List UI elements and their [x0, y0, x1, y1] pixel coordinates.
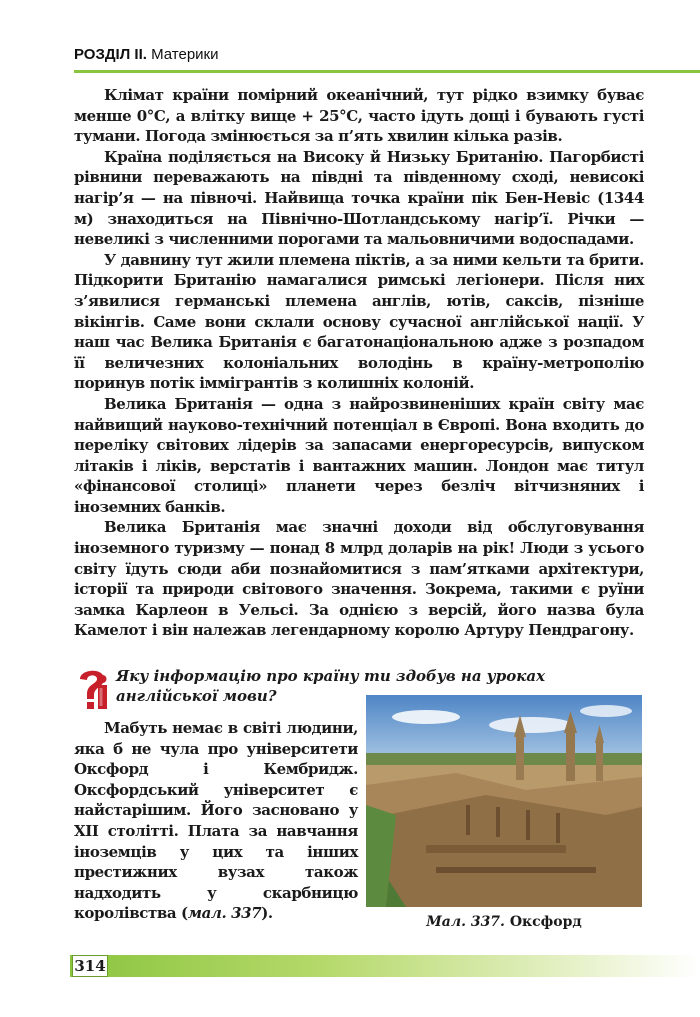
paragraph-economy: Велика Британія — одна з найрозвиненіших країн світу має найвищий науково-технічний потенціал в Європі. Вона входить до переліку світових лідерів за запасами енергоресурсів, випуском літаків і ліків, верстатів і вантажних машин. Лондон має титул «фінансової столиці» планети через безліч вітчизняних і іноземних банків.: [74, 394, 644, 516]
page-number: 314: [72, 955, 108, 977]
figure-caption-text: Оксфорд: [509, 914, 582, 930]
footer-bar: [70, 955, 700, 977]
main-text: [74, 85, 644, 641]
oxford-photo: [366, 695, 642, 907]
figure-caption: [366, 914, 642, 930]
chapter-title: Материки: [151, 46, 219, 63]
figure-reference: мал. 337: [187, 904, 262, 923]
review-question: Яку інформацію про країну ти здобув на уроках англійської мови?: [116, 667, 546, 705]
running-header: [74, 46, 634, 63]
oxford-text-end: ).: [261, 904, 273, 923]
paragraph-oxford: [74, 718, 358, 924]
paragraph-climate: Клімат країни помірний океанічний, тут рідко взимку буває менше 0°С, а влітку вище + 25°С, часто ідуть дощі і бувають густі тумани. Погода змінюється за п’ять хвилин кілька разів.: [74, 86, 644, 146]
paragraph-tourism: Велика Британія має значні доходи від обслуговування іноземного туризму — понад 8 млрд доларів на рік! Люди з усього світу їдуть сюди аби познайомитися з пам’ятками архітектури, історії та природи світового значення. Зокрема, такими є руїни замка Карлеон в Уельсі. За однією з версій, його назва була Камелот і він належав легендарному королю Артуру Пендрагону.: [74, 518, 644, 640]
section-label: РОЗДІЛ II.: [74, 46, 147, 63]
paragraph-history: У давнину тут жили племена піктів, а за ними кельти та брити. Підкорити Британію намагалися римські легіонери. Після них з’явилися германські племена англів, ютів, саксів, пізніше вікінгів. Саме вони склали основу сучасної англійської нації. У наш час Велика Британія є багатонаціональною адже з розпадом її величезних колоніальних володінь в країну-метрополію поринув потік іммігрантів з колишніх колоній.: [74, 250, 644, 393]
header-rule: [74, 70, 700, 73]
oxford-text: [74, 718, 358, 924]
figure-label: Мал. 337.: [426, 914, 505, 930]
oxford-text-body: Мабуть немає в світі людини, яка б не чула про університети Оксфорд і Кембридж. Оксфордський університет є найстарішим. Його засновано у XII столітті. Плата за навчання іноземців у цих та інших престижних вузах також надходить у скарбницю королівства (: [74, 719, 358, 923]
question-mark-icon: [74, 665, 114, 713]
paragraph-relief: Країна поділяється на Високу й Низьку Британію. Пагорбисті рівнини переважають на півдні та південному сході, невисокі нагір’я — на півночі. Найвища точка країни пік Бен-Невіс (1344 м) знаходиться на Північно-Шотландському нагір’ї. Річки — невеликі з численними порогами та мальовничими водоспадами.: [74, 147, 644, 249]
